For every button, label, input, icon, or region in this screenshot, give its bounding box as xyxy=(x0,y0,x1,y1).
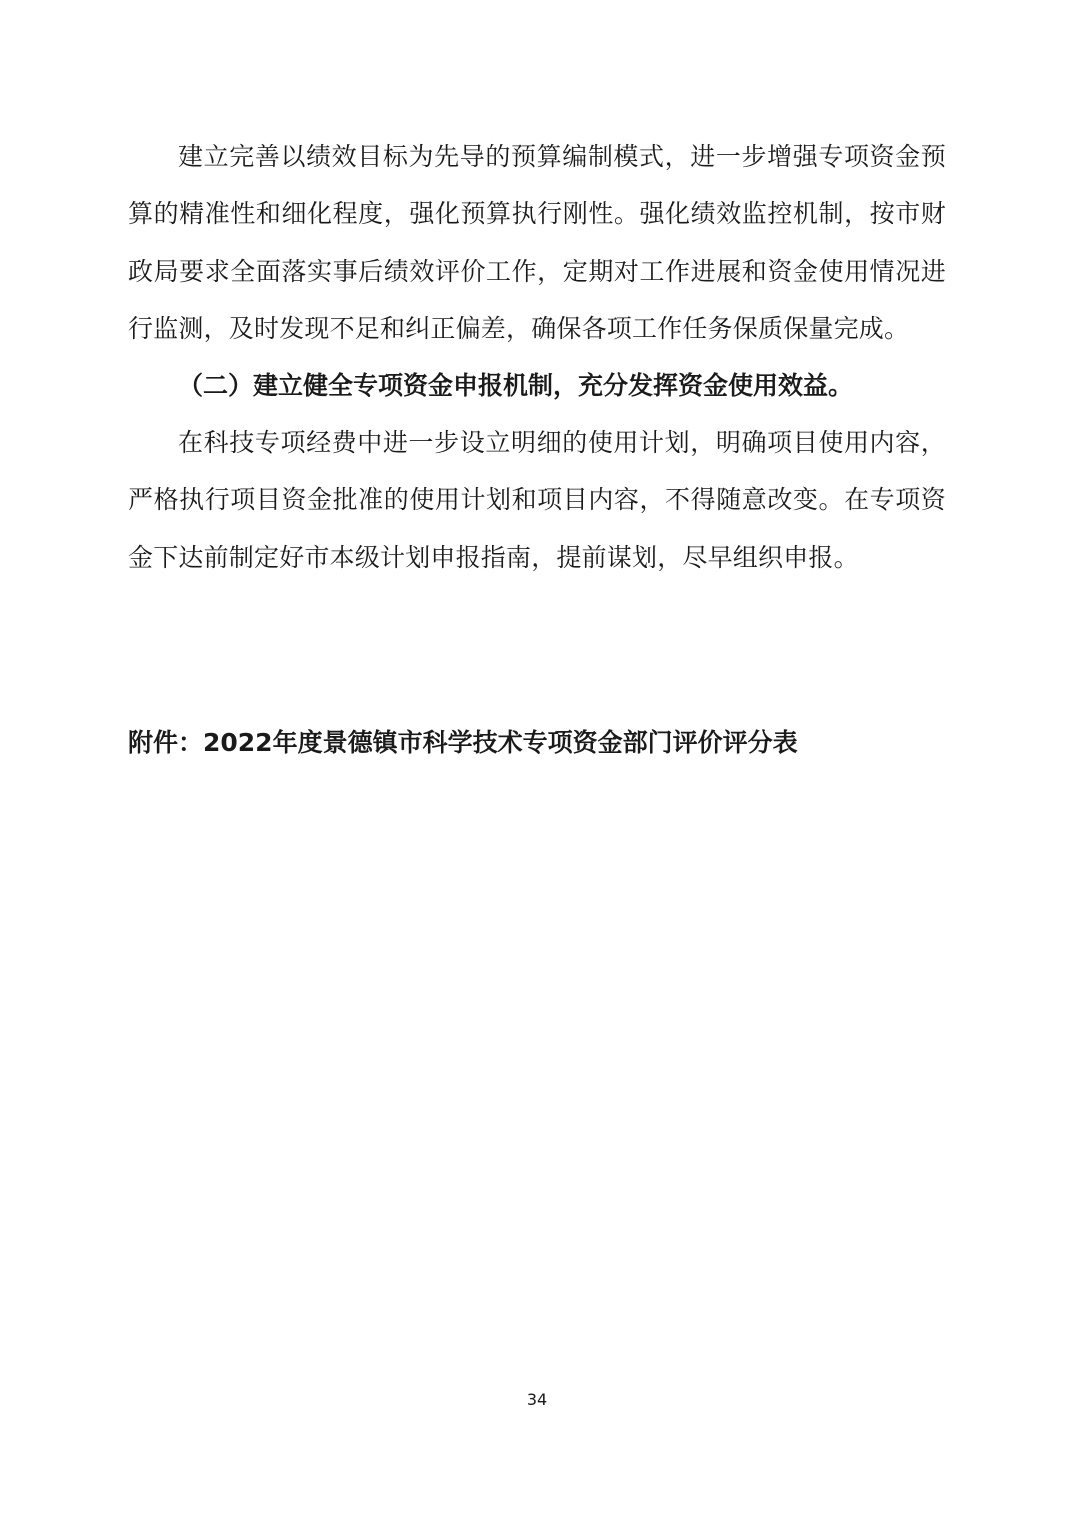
paragraph-budget-performance: 建立完善以绩效目标为先导的预算编制模式，进一步增强专项资金预算的精准性和细化程度，强化预算执行刚性。强化绩效监控机制，按市财政局要求全面落实事后绩效评价工作，定期对工作进展和资金使用情况进行监测，及时发现不足和纠正偏差，确保各项工作任务保质保量完成。 xyxy=(128,142,946,343)
attachment-line: 附件：2022年度景德镇市科学技术专项资金部门评价评分表 xyxy=(128,728,798,757)
page-number: 34 xyxy=(526,1390,548,1409)
paragraph-fund-application: 在科技专项经费中进一步设立明细的使用计划，明确项目使用内容，严格执行项目资金批准的使用计划和项目内容，不得随意改变。在专项资金下达前制定好市本级计划申报指南，提前谋划，尽早组织申报。 xyxy=(128,428,946,572)
section-heading-2: （二）建立健全专项资金申报机制，充分发挥资金使用效益。 xyxy=(178,371,854,400)
